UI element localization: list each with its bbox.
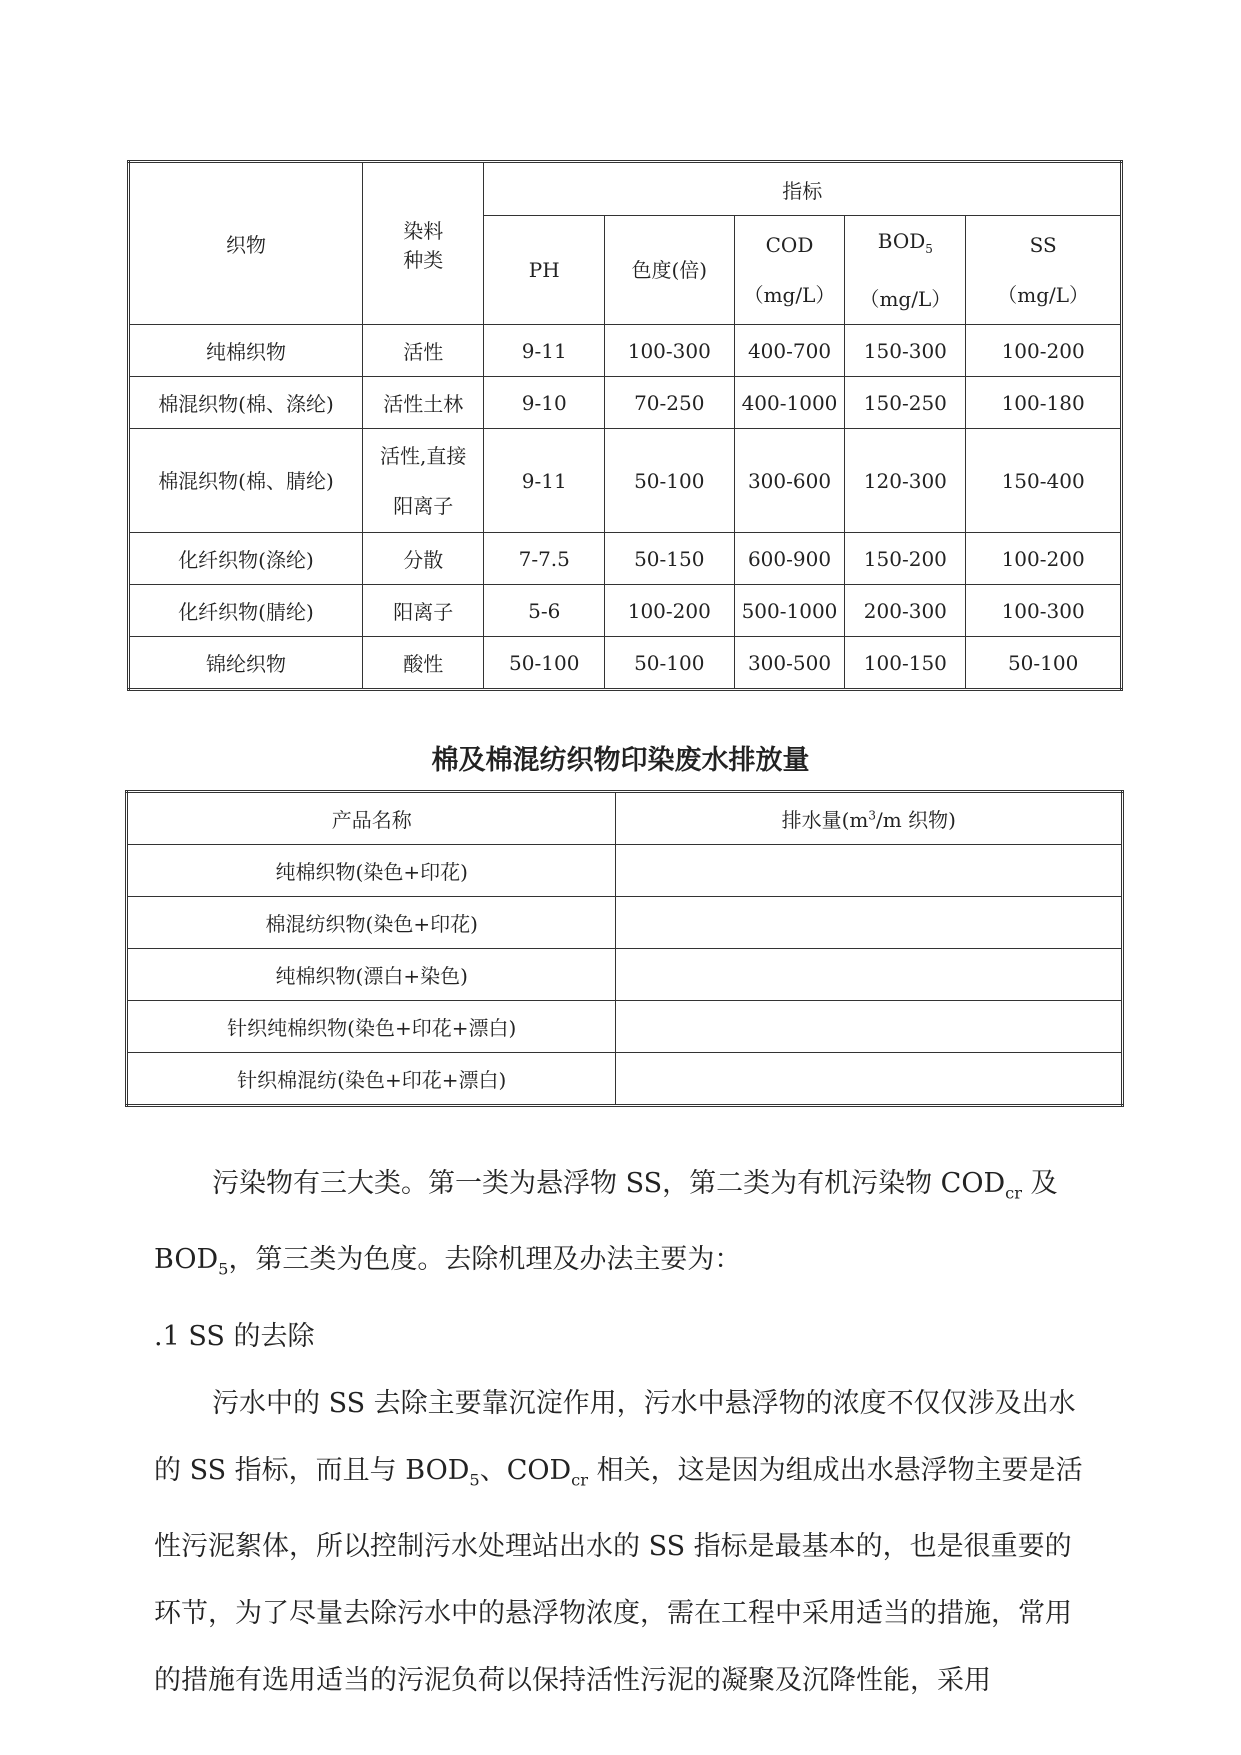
table-row: [129, 637, 1122, 690]
subscript: 5: [218, 1259, 229, 1279]
text-span: 污染物有三大类。第一类为悬浮物 SS，第二类为有机污染物 COD: [212, 1168, 1006, 1199]
cell-ss: 100-200: [966, 533, 1122, 585]
header-dye-type: [362, 162, 483, 325]
cell-fabric: 锦纶织物: [129, 637, 363, 690]
header-bod: [845, 216, 966, 325]
cell-dye: 酸性: [362, 637, 483, 690]
text-span: BOD: [154, 1244, 219, 1276]
header-cod-unit: （mg/L）: [743, 283, 836, 307]
table-row: [129, 533, 1122, 585]
discharge-text: 排水量(m: [781, 808, 869, 832]
discharge-text-tail: /m 织物): [876, 808, 956, 832]
header-product: 产品名称: [127, 792, 616, 845]
header-discharge: [616, 792, 1123, 845]
paragraph-pollutants: [154, 1150, 1094, 1303]
discharge-table-title: 棉及棉混纺织物印染废水排放量: [431, 745, 810, 776]
cell-dye: 阳离子: [362, 585, 483, 637]
header-ss-label: SS: [1029, 233, 1057, 257]
cell-ss: 100-180: [966, 377, 1122, 429]
cell-cod: 500-1000: [734, 585, 845, 637]
header-ss: [966, 216, 1122, 325]
subscript: 5: [469, 1470, 480, 1490]
cell-product: 针织棉混纺(染色+印花+漂白): [127, 1053, 616, 1106]
header-dye-line1: 染料: [403, 218, 444, 243]
cell-dye-line2: 阳离子: [393, 493, 454, 518]
body-text: [154, 1150, 1094, 1714]
cell-ph: 9-10: [484, 377, 605, 429]
discharge-volume-table: [125, 790, 1124, 1107]
subscript: cr: [571, 1470, 588, 1490]
cell-product: 棉混纺织物(染色+印花): [127, 897, 616, 949]
cell-discharge: [616, 1001, 1123, 1053]
text-span: 及: [1021, 1168, 1058, 1199]
paragraph-ss-removal: [154, 1370, 1094, 1714]
cell-discharge: [616, 845, 1123, 897]
section-heading: .1 SS 的去除: [154, 1320, 315, 1352]
header-fabric: 织物: [129, 162, 363, 325]
table-row: [127, 1053, 1123, 1106]
cell-color: 50-150: [605, 533, 735, 585]
table-row: [127, 845, 1123, 897]
text-span: ，第三类为色度。去除机理及办法主要为：: [228, 1244, 742, 1276]
cell-bod: 200-300: [845, 585, 966, 637]
table-row: [129, 429, 1122, 533]
cell-ss: 50-100: [966, 637, 1122, 690]
cell-ss: 100-200: [966, 325, 1122, 377]
text-span: 污水中的 SS 去除主要靠沉淀作用，污水中悬浮物的浓度不仅仅涉及出水的 SS 指标，而且与 BOD: [154, 1387, 1076, 1486]
header-ss-unit: （mg/L）: [997, 283, 1090, 307]
cell-bod: 100-150: [845, 637, 966, 690]
table-row: [127, 897, 1123, 949]
cell-cod: 600-900: [734, 533, 845, 585]
cell-product: 纯棉织物(漂白+染色): [127, 949, 616, 1001]
cell-discharge: [616, 1053, 1123, 1106]
table-row: [129, 377, 1122, 429]
subscript: cr: [1005, 1183, 1022, 1203]
text-span: 相关，这是因为组成出水悬浮物主要是活性污泥絮体，所以控制污水处理站出水的 SS 指标是最基本的，也是很重要的环节，为了尽量去除污水中的悬浮物浓度，需在工程中采用适当的措施，常用的措施有选用适当的污泥负荷以保持活性污泥的凝聚及沉降性能，采用: [154, 1454, 1083, 1697]
discharge-superscript: 3: [868, 808, 877, 823]
cell-discharge: [616, 949, 1123, 1001]
cell-bod: 150-300: [845, 325, 966, 377]
cell-color: 50-100: [605, 637, 735, 690]
cell-ph: 5-6: [484, 585, 605, 637]
cell-fabric: 化纤织物(涤纶): [129, 533, 363, 585]
table-row: [127, 949, 1123, 1001]
header-bod-label: [845, 216, 965, 274]
header-indicator: 指标: [484, 162, 1122, 216]
cell-product: 纯棉织物(染色+印花): [127, 845, 616, 897]
cell-cod: 300-500: [734, 637, 845, 690]
cell-bod: 120-300: [845, 429, 966, 533]
cell-fabric: 棉混织物(棉、涤纶): [129, 377, 363, 429]
cell-ph: 50-100: [484, 637, 605, 690]
cell-bod: 150-250: [845, 377, 966, 429]
cell-dye: [362, 429, 483, 533]
table-row: [129, 585, 1122, 637]
header-color: 色度(倍): [605, 216, 735, 325]
cell-color: 100-300: [605, 325, 735, 377]
cell-bod: 150-200: [845, 533, 966, 585]
cell-dye: 活性土林: [362, 377, 483, 429]
cell-discharge: [616, 897, 1123, 949]
header-bod-unit: （mg/L）: [859, 287, 952, 311]
cell-fabric: 化纤织物(腈纶): [129, 585, 363, 637]
cell-color: 50-100: [605, 429, 735, 533]
cell-ss: 150-400: [966, 429, 1122, 533]
cell-fabric: 棉混织物(棉、腈纶): [129, 429, 363, 533]
header-cod-label: COD: [765, 233, 814, 257]
cell-product: 针织纯棉织物(染色+印花+漂白): [127, 1001, 616, 1053]
cell-dye-line1: 活性,直接: [380, 443, 467, 468]
text-span: 、COD: [479, 1454, 572, 1486]
cell-cod: 400-1000: [734, 377, 845, 429]
cell-ss: 100-300: [966, 585, 1122, 637]
cell-fabric: 纯棉织物: [129, 325, 363, 377]
table-row: [127, 1001, 1123, 1053]
cell-dye: 活性: [362, 325, 483, 377]
wastewater-quality-table: [127, 160, 1123, 691]
cell-cod: 400-700: [734, 325, 845, 377]
bod-text: BOD: [877, 229, 926, 253]
header-ph: PH: [484, 216, 605, 325]
cell-ph: 9-11: [484, 325, 605, 377]
cell-cod: 300-600: [734, 429, 845, 533]
table-row: [129, 325, 1122, 377]
cell-ph: 9-11: [484, 429, 605, 533]
bod-subscript: 5: [925, 242, 933, 256]
cell-ph: 7-7.5: [484, 533, 605, 585]
table-header-row: [127, 792, 1123, 845]
cell-color: 100-200: [605, 585, 735, 637]
cell-dye: 分散: [362, 533, 483, 585]
header-cod: [734, 216, 845, 325]
header-dye-line2: 种类: [403, 247, 444, 272]
cell-color: 70-250: [605, 377, 735, 429]
